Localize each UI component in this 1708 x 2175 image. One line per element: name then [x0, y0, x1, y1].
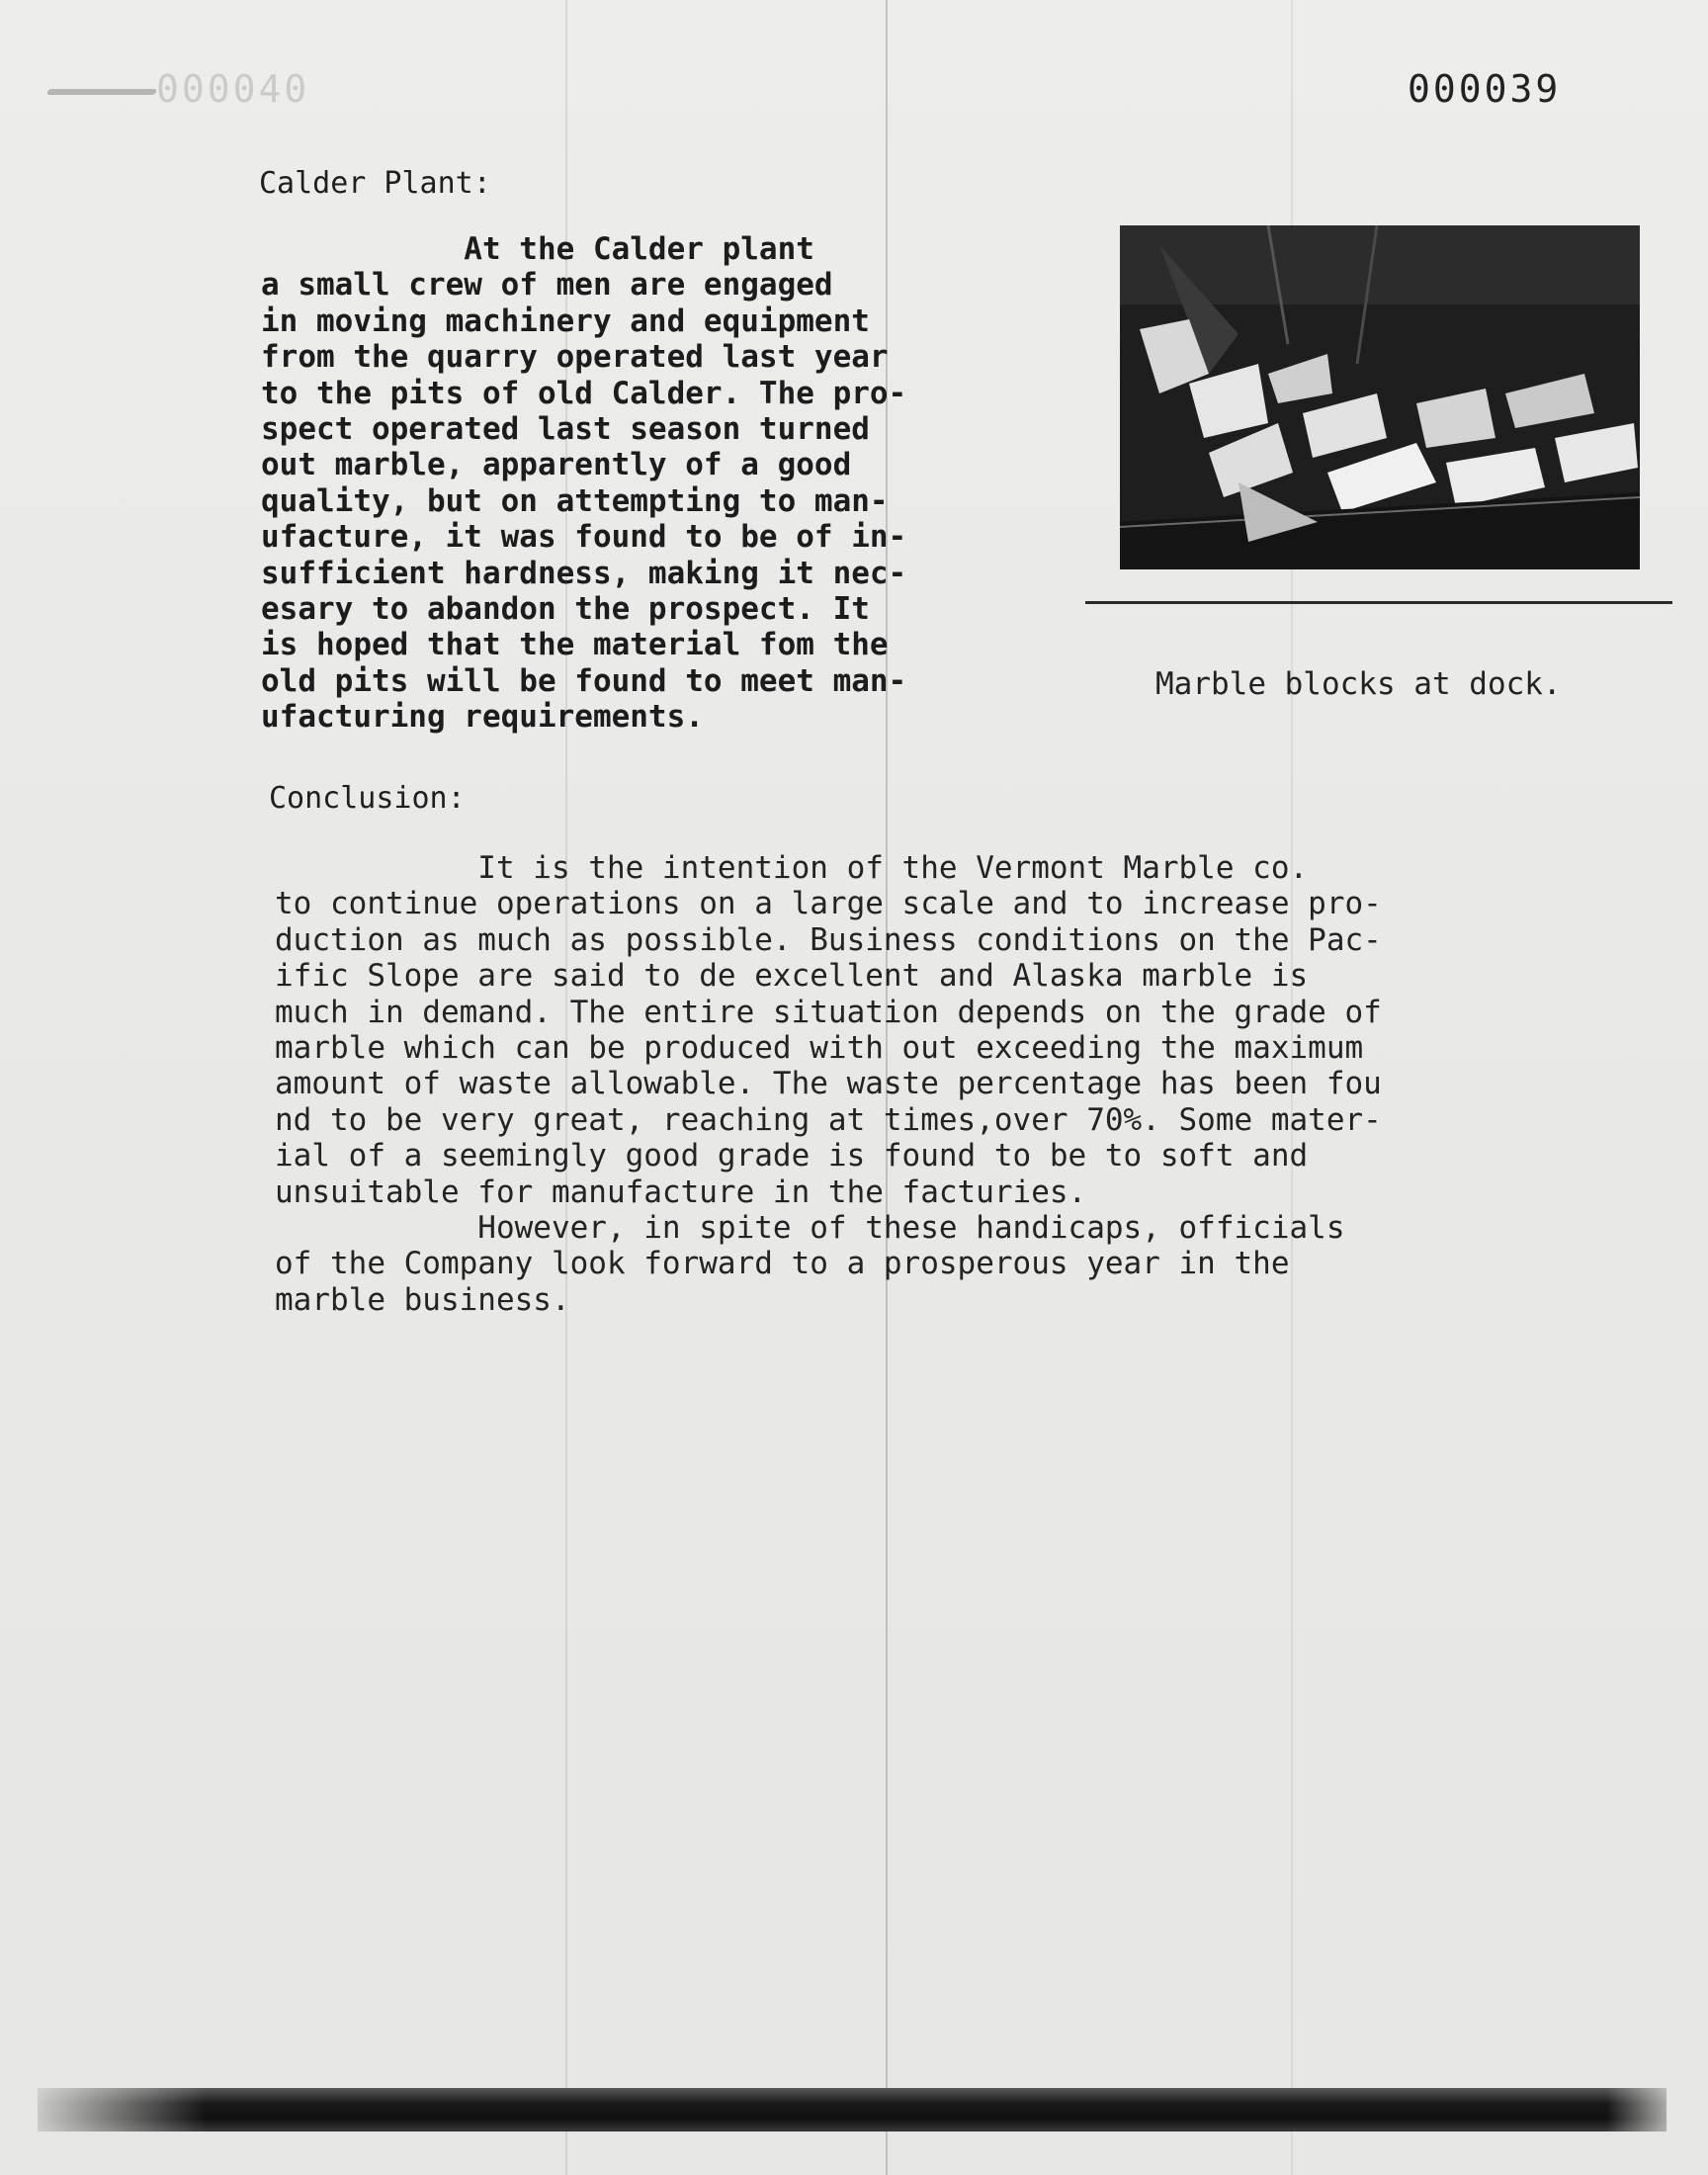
- scan-mark: [46, 89, 157, 95]
- text-line: a small crew of men are engaged: [261, 267, 833, 304]
- text-line: of the Company look forward to a prosperous year in the: [275, 1246, 1290, 1282]
- page-number: 000039: [1408, 67, 1562, 111]
- text-line: is hoped that the material fom the: [261, 627, 889, 663]
- text-line: unsuitable for manufacture in the facturies.: [275, 1174, 1087, 1210]
- text-line: much in demand. The entire situation depends on the grade of: [275, 994, 1382, 1030]
- text-line: ufacture, it was found to be of in-: [261, 519, 907, 556]
- text-line: At the Calder plant: [261, 231, 814, 267]
- text-line: to the pits of old Calder. The pro-: [261, 375, 907, 411]
- text-line: ific Slope are said to de excellent and Alaska marble is: [275, 958, 1309, 995]
- text-line: old pits will be found to meet man-: [261, 662, 907, 699]
- text-line: sufficient hardness, making it nec-: [261, 555, 907, 591]
- text-line: esary to abandon the prospect. It: [261, 591, 870, 628]
- photo-image: [1120, 225, 1640, 569]
- text-line: ufacturing requirements.: [261, 699, 704, 736]
- text-line: in moving machinery and equipment: [261, 303, 870, 339]
- calder-heading: Calder Plant:: [259, 166, 491, 201]
- text-line: nd to be very great, reaching at times,over 70%. Some mater-: [275, 1101, 1382, 1138]
- photo-caption: Marble blocks at dock.: [1155, 666, 1562, 702]
- text-line: marble which can be produced with out exceeding the maximum: [275, 1030, 1364, 1067]
- text-line: quality, but on attempting to man-: [261, 482, 889, 519]
- text-line: amount of waste allowable. The waste percentage has been fou: [275, 1066, 1382, 1102]
- conclusion-paragraph: [275, 850, 1382, 1318]
- text-line: marble business.: [275, 1281, 570, 1318]
- text-line: spect operated last season turned: [261, 411, 870, 448]
- text-line: However, in spite of these handicaps, officials: [275, 1210, 1345, 1247]
- conclusion-heading: Conclusion:: [269, 781, 466, 816]
- marble-blocks-photo: [1120, 225, 1640, 569]
- text-line: from the quarry operated last year: [261, 339, 889, 376]
- bleed-through-stamp: 000040: [156, 67, 310, 111]
- text-line: duction as much as possible. Business conditions on the Pac-: [275, 921, 1382, 958]
- text-line: out marble, apparently of a good: [261, 447, 852, 483]
- scan-edge-bar: [38, 2088, 1666, 2132]
- text-line: to continue operations on a large scale and to increase pro-: [275, 886, 1382, 922]
- photo-divider: [1085, 601, 1672, 604]
- calder-paragraph: [261, 231, 906, 736]
- text-line: ial of a seemingly good grade is found to be to soft and: [275, 1138, 1309, 1174]
- text-line: It is the intention of the Vermont Marble co.: [275, 850, 1309, 886]
